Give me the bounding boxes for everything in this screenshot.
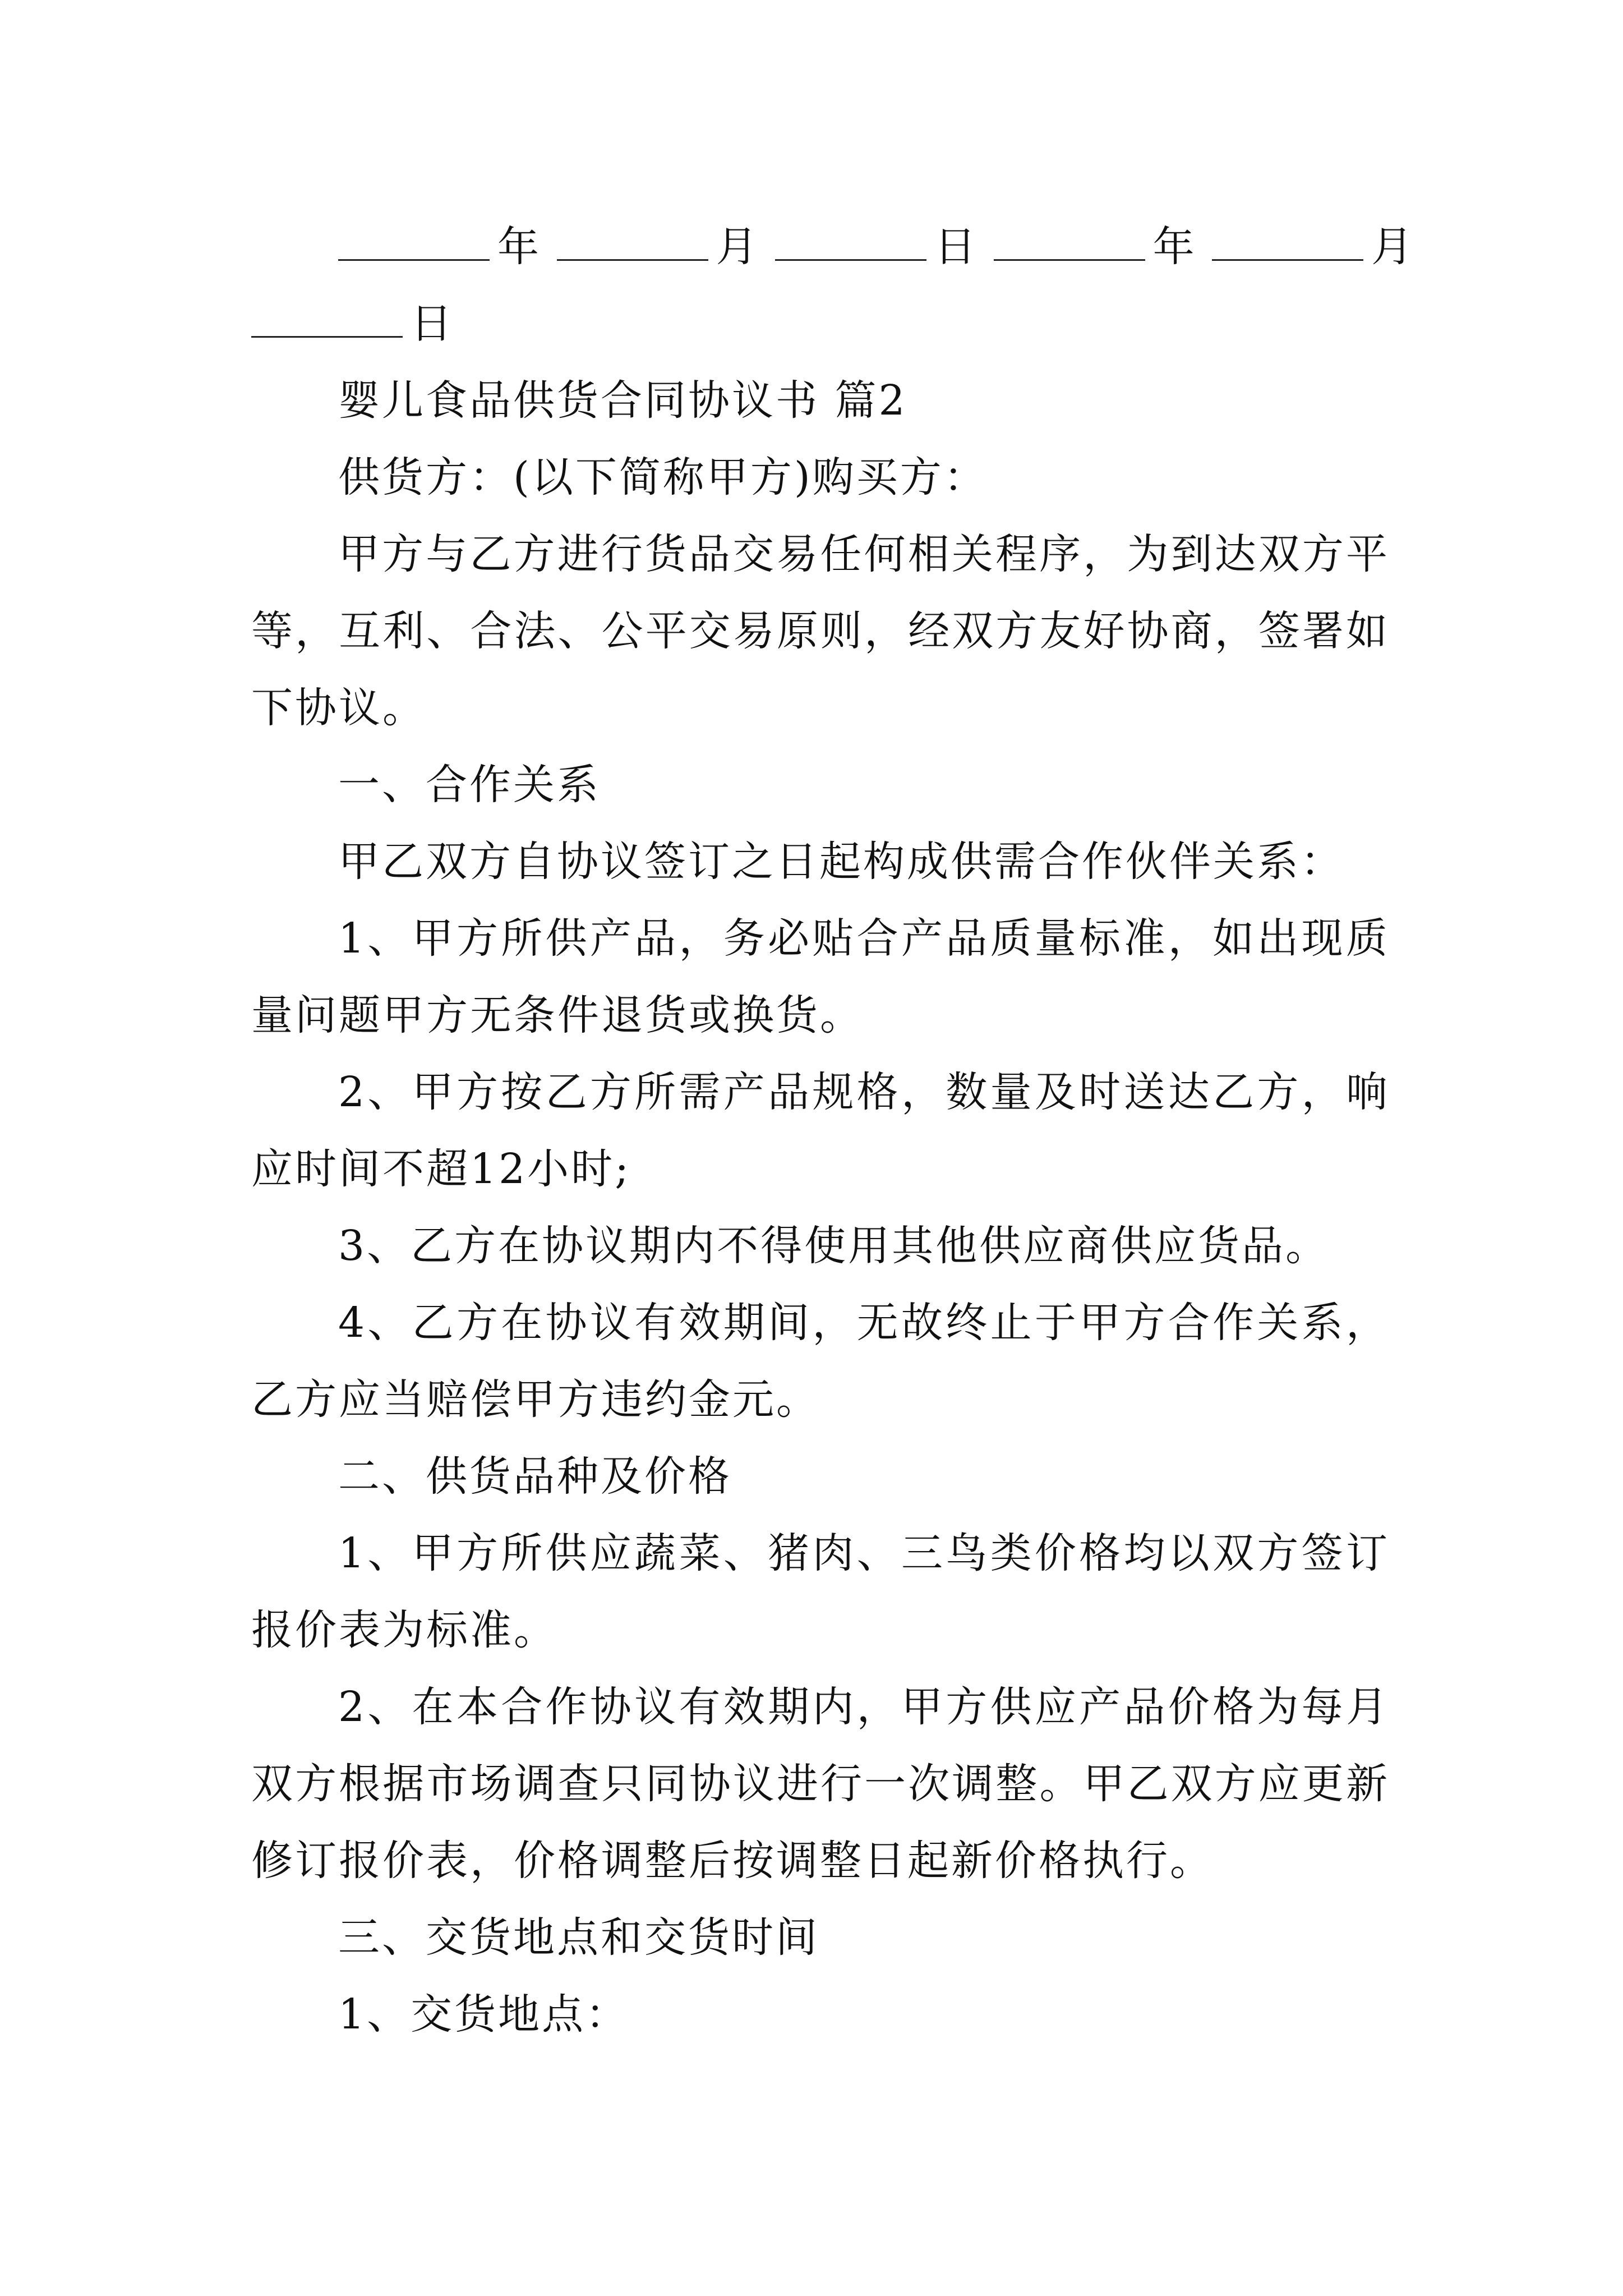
- section-1-item-3: 3、乙方在协议期内不得使用其他供应商供应货品。: [338, 1222, 1330, 1270]
- year-blank-2[interactable]: [994, 226, 1145, 261]
- section-2-item-1: 1、甲方所供应蔬菜、猪肉、三鸟类价格均以双方签订报价表为标准。: [251, 1529, 1390, 1654]
- month-label-2: 月: [1371, 223, 1415, 271]
- signature-date-line-2: [251, 286, 1390, 362]
- signature-date-line-1: [251, 209, 1415, 286]
- section-3-item-1: 1、交货地点：: [338, 1990, 630, 2039]
- year-blank-1[interactable]: [338, 226, 490, 261]
- year-label-1: 年: [497, 223, 541, 271]
- year-label-2: 年: [1152, 223, 1197, 271]
- document-body: [251, 209, 1415, 2053]
- section-3-title: 三、交货地点和交货时间: [338, 1913, 819, 1962]
- day-label-2: 日: [411, 300, 454, 348]
- document-heading: 婴儿食品供货合同协议书 篇2: [338, 376, 907, 425]
- section-1-item-4: 4、乙方在协议有效期间，无故终止于甲方合作关系，乙方应当赔偿甲方违约金元。: [251, 1299, 1390, 1424]
- section-1-title: 一、合作关系: [338, 761, 601, 809]
- day-label-1: 日: [934, 223, 979, 271]
- month-blank-2[interactable]: [1212, 226, 1363, 261]
- section-1-item-1: 1、甲方所供产品，务必贴合产品质量标准，如出现质量问题甲方无条件退货或换货。: [251, 914, 1390, 1039]
- intro-paragraph: 甲方与乙方进行货品交易任何相关程序，为到达双方平等，互利、合法、公平交易原则，经双方友好协商，签署如下协议。: [251, 530, 1390, 732]
- section-1-intro: 甲乙双方自协议签订之日起构成供需合作伙伴关系：: [338, 838, 1344, 886]
- section-2-title: 二、供货品种及价格: [338, 1452, 732, 1501]
- month-label-1: 月: [716, 223, 760, 271]
- month-blank-1[interactable]: [557, 226, 708, 261]
- parties-line: 供货方：(以下简称甲方)购买方：: [338, 453, 988, 501]
- day-blank-2[interactable]: [251, 302, 403, 338]
- section-1-item-2: 2、甲方按乙方所需产品规格，数量及时送达乙方，响应时间不超12小时;: [251, 1068, 1390, 1193]
- day-blank-1[interactable]: [775, 226, 926, 261]
- section-2-item-2: 2、在本合作协议有效期内，甲方供应产品价格为每月双方根据市场调查只同协议进行一次调整。甲乙双方应更新修订报价表，价格调整后按调整日起新价格执行。: [251, 1683, 1390, 1885]
